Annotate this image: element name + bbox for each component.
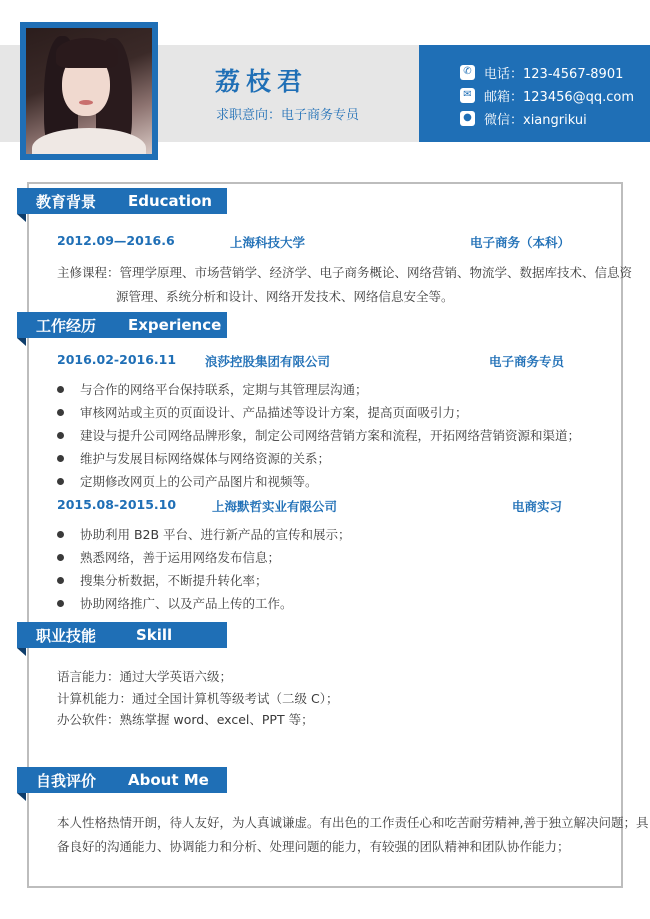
education-degree: 电子商务（本科）	[470, 235, 571, 250]
bullet-icon	[57, 478, 64, 485]
job-company: 上海默哲实业有限公司	[212, 499, 338, 514]
wechat-icon: ●	[460, 111, 475, 126]
bullet-icon	[57, 600, 64, 607]
job-duty: 协助利用 B2B 平台、进行新产品的宣传和展示；	[57, 524, 351, 544]
job-period: 2016.02-2016.11	[57, 352, 177, 367]
job-duty: 搜集分析数据，不断提升转化率；	[57, 570, 268, 590]
education-courses-line2: 源管理、系统分析和设计、网络开发技术、网络信息安全等。	[116, 289, 454, 304]
education-courses-line1: 主修课程：管理学原理、市场营销学、经济学、电子商务概论、网络营销、物流学、数据库技术、信息资	[57, 265, 633, 280]
contact-phone-text: 电话：123-4567-8901	[484, 66, 624, 82]
contact-phone	[460, 62, 623, 82]
about-line2: 备良好的沟通能力、协调能力和分析、处理问题的能力，有较强的团队精神和团队协作能力；	[57, 839, 570, 854]
skill-item: 语言能力：通过大学英语六级；	[57, 669, 233, 684]
job-duty: 熟悉网络，善于运用网络发布信息；	[57, 547, 280, 567]
section-title-en: Skill	[136, 626, 173, 644]
bullet-icon	[57, 386, 64, 393]
profile-photo	[20, 22, 158, 160]
job-duty: 定期修改网页上的公司产品图片和视频等。	[57, 471, 318, 491]
job-position: 电商实习	[512, 499, 563, 514]
job-position: 电子商务专员	[489, 354, 565, 369]
skill-item: 办公软件：熟练掌握 word、excel、PPT 等；	[57, 712, 314, 727]
about-line1: 本人性格热情开朗，待人友好，为人真诚谦虚。有出色的工作责任心和吃苦耐劳精神,善于独立解决问题；具	[57, 815, 649, 830]
job-duty: 维护与发展目标网络媒体与网络资源的关系；	[57, 448, 330, 468]
bullet-icon	[57, 409, 64, 416]
mail-icon: ✉	[460, 88, 475, 103]
section-title-cn: 职业技能	[36, 626, 97, 645]
section-header-education	[17, 188, 227, 214]
section-title-en: Experience	[128, 316, 222, 334]
contact-email	[460, 85, 634, 105]
section-tab-fold	[17, 214, 26, 222]
section-title-cn: 教育背景	[36, 192, 97, 211]
bullet-icon	[57, 432, 64, 439]
section-title-cn: 自我评价	[36, 771, 97, 790]
bullet-icon	[57, 455, 64, 462]
phone-icon: ✆	[460, 65, 475, 80]
job-period: 2015.08-2015.10	[57, 497, 177, 512]
education-period: 2012.09—2016.6	[57, 233, 175, 248]
section-title-en: Education	[128, 192, 212, 210]
job-duty: 与合作的网络平台保持联系，定期与其管理层沟通；	[57, 379, 368, 399]
contact-email-text: 邮箱：123456@qq.com	[484, 89, 635, 105]
job-duty: 建设与提升公司网络品牌形象，制定公司网络营销方案和流程，开拓网络营销资源和渠道；	[57, 425, 580, 445]
job-company: 浪莎控股集团有限公司	[205, 354, 331, 369]
contact-wechat	[460, 108, 587, 128]
section-tab-fold	[17, 793, 26, 801]
section-tab-fold	[17, 338, 26, 346]
candidate-name: 荔枝君	[215, 67, 309, 96]
education-school: 上海科技大学	[230, 235, 306, 250]
contact-wechat-text: 微信：xiangrikui	[484, 112, 587, 128]
section-header-experience	[17, 312, 227, 338]
section-tab-fold	[17, 648, 26, 656]
section-header-skill	[17, 622, 227, 648]
skill-item: 计算机能力：通过全国计算机等级考试（二级 C）；	[57, 691, 339, 706]
bullet-icon	[57, 554, 64, 561]
job-objective: 求职意向：电子商务专员	[216, 108, 360, 123]
bullet-icon	[57, 531, 64, 538]
section-title-cn: 工作经历	[36, 316, 97, 335]
bullet-icon	[57, 577, 64, 584]
job-duty: 审核网站或主页的页面设计、产品描述等设计方案，提高页面吸引力；	[57, 402, 468, 422]
section-header-about	[17, 767, 227, 793]
job-duty: 协助网络推广、以及产品上传的工作。	[57, 593, 293, 613]
section-title-en: About Me	[128, 771, 209, 789]
